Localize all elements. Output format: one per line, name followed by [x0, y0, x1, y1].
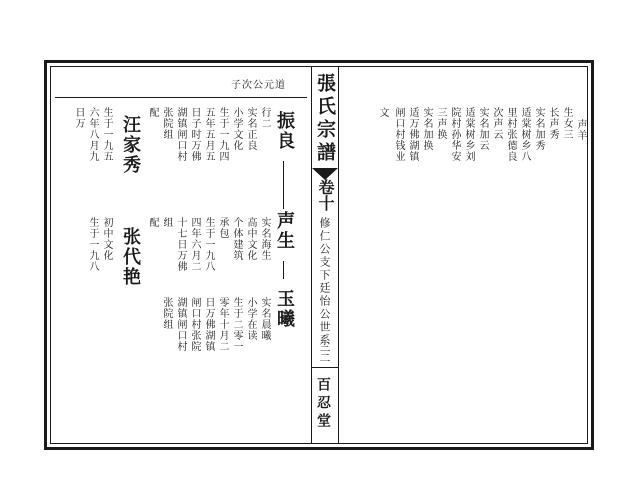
right-col-13: 适万佛湖镇 [407, 107, 418, 162]
detail-col-13: 五年五月五 [203, 107, 214, 162]
volume-label: 卷十 [316, 179, 335, 211]
right-col-8: 实名加云 [477, 107, 488, 151]
name-shengsheng: 声生 [274, 211, 295, 251]
right-col-9: 适棠树乡刘 [463, 107, 474, 162]
left-page [51, 67, 311, 443]
right-col-7: 次声云 [491, 107, 502, 140]
detail-col-10: 生于一九四 [217, 107, 228, 162]
right-col-1: 生女三 [561, 107, 572, 140]
name-yuxi: 玉曦 [274, 289, 295, 329]
hall-name: 百忍堂 [315, 377, 331, 431]
far-left-col-3: 六年八月九 [87, 107, 98, 162]
detail-col-21: 湖镇闸口村 [175, 297, 186, 352]
detail-col-20: 十七日万佛 [175, 217, 186, 272]
far-left-col-5: 日万 [73, 107, 84, 129]
detail-col-23: 组 [161, 217, 172, 228]
spouse-name-2: 张代艳 [120, 227, 141, 287]
detail-col-15: 日万佛湖镇 [203, 297, 214, 352]
detail-col-4: 实名正良 [245, 107, 256, 151]
right-col-14: 闸口村钱业 [393, 107, 404, 162]
detail-col-5: 高中文化 [245, 217, 256, 261]
detail-col-11: 承包 [217, 217, 228, 239]
spine-divider [312, 367, 338, 368]
far-left-col-2: 初中文化 [101, 217, 112, 261]
book-spine [311, 67, 339, 443]
detail-col-22: 张院组 [161, 107, 172, 140]
detail-col-6: 小学在读 [245, 297, 256, 341]
book-title: 張氏宗譜 [314, 73, 336, 165]
spouse-label-1: 配 [147, 107, 158, 118]
right-col-11: 三声换 [435, 107, 446, 140]
detail-col-2: 实名海生 [259, 217, 270, 261]
right-col-3: 长声秀 [547, 107, 558, 140]
detail-col-3: 实名晨曦 [259, 297, 270, 341]
far-left-col-1: 生于一九五 [101, 107, 112, 162]
right-col-6: 里村张德良 [505, 107, 516, 162]
right-col-12: 实名加换 [421, 107, 432, 151]
right-col-5: 适棠树乡八 [519, 107, 530, 162]
detail-col-24: 张院组 [161, 297, 172, 330]
detail-col-17: 四年六月二 [189, 217, 200, 272]
chain-connector-2 [283, 261, 284, 279]
branch-text: 修仁公支下廷怡公世系 [318, 217, 331, 347]
detail-col-14: 生于一九八 [203, 217, 214, 272]
genealogy-page-frame [44, 60, 594, 450]
detail-col-12: 零年十月二 [217, 297, 228, 352]
right-col-2: 声羊 [575, 119, 586, 141]
right-col-15: 文 [377, 107, 388, 118]
page-number: 三二 [318, 341, 331, 363]
detail-col-7: 小学文化 [231, 107, 242, 151]
spine-fishtail [312, 165, 338, 177]
left-top-rule [55, 97, 307, 98]
detail-col-18: 闸口村张院 [189, 297, 200, 352]
chain-connector-1 [283, 161, 284, 209]
far-left-col-4: 生于一九八 [87, 217, 98, 272]
detail-col-1: 行二 [259, 107, 270, 129]
spouse-name-1: 汪家秀 [120, 115, 141, 175]
spouse-label-2: 配 [147, 217, 158, 228]
right-col-10: 院村孙华安 [449, 107, 460, 162]
detail-col-8: 个体建筑 [231, 217, 242, 261]
detail-col-19: 湖镇闸口村 [175, 107, 186, 162]
name-zhenliang: 振良 [274, 111, 295, 151]
detail-col-9: 生于二零一 [231, 297, 242, 352]
right-page [337, 67, 587, 443]
left-top-label: 子次公元道 [231, 80, 286, 91]
page-inner-border [50, 66, 588, 444]
detail-col-16: 日子时万佛 [189, 107, 200, 162]
right-col-4: 实名加秀 [533, 107, 544, 151]
